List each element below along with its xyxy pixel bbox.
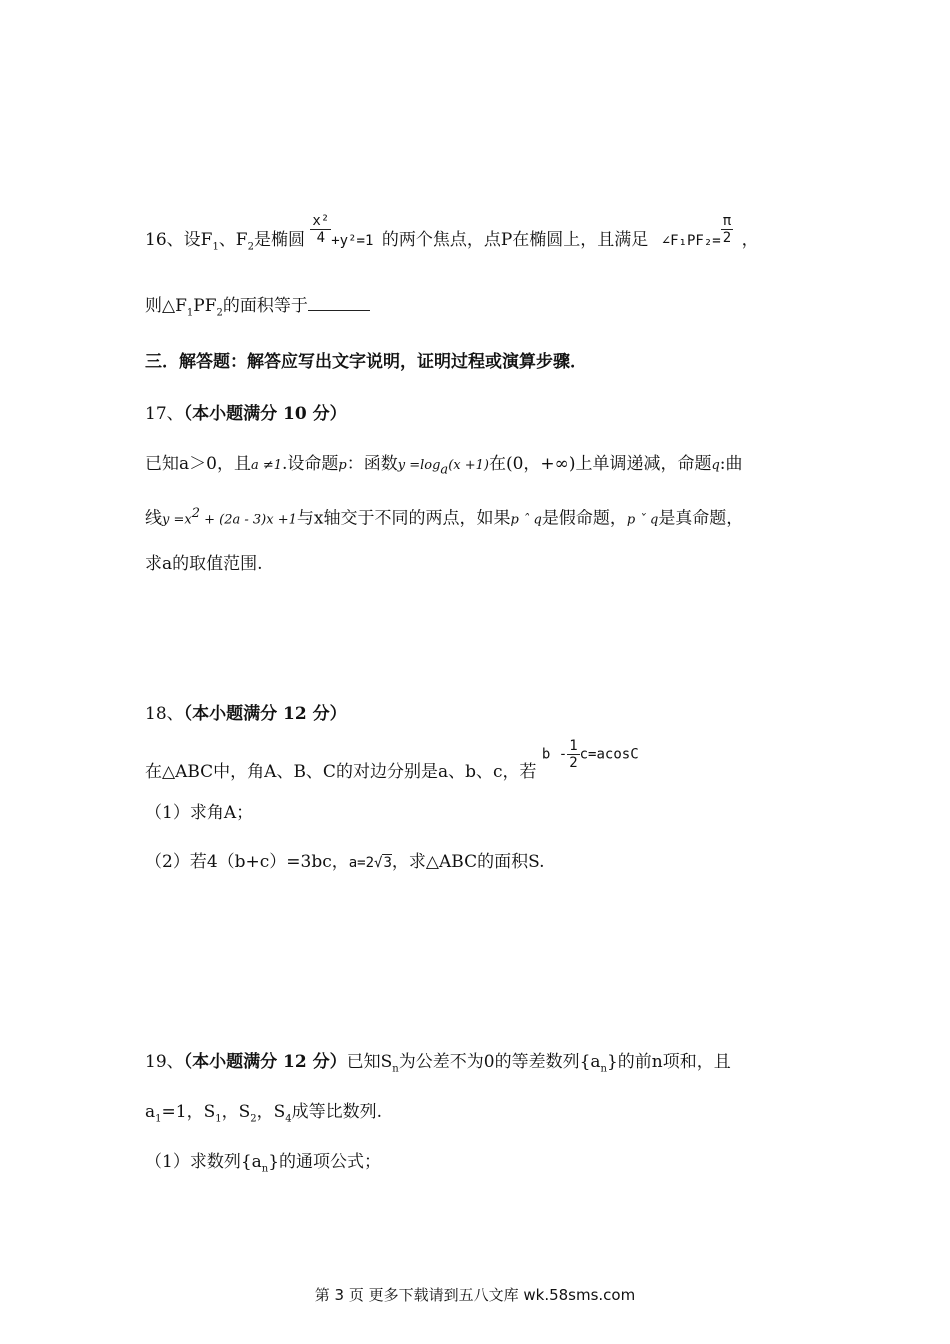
q17-heading xyxy=(145,402,347,426)
q19-text: （1）求数列{a xyxy=(145,1152,262,1172)
angle-lhs: ∠F₁PF₂= xyxy=(661,233,721,249)
q18-a-eq-lhs: a=2 xyxy=(348,855,375,871)
q18-num: 18、 xyxy=(145,704,184,724)
q17-line3 xyxy=(145,552,263,576)
q17-line2 xyxy=(145,502,743,533)
q19-sub: 2 xyxy=(250,1113,257,1125)
q16-sub: 1 xyxy=(212,241,219,253)
q17-text: 线 xyxy=(145,508,162,529)
q17-text: .设命题 xyxy=(282,454,339,474)
q16-sub: 1 xyxy=(186,307,194,319)
q17-text: 是真命题， xyxy=(658,508,744,529)
ellipse-denominator: 4 xyxy=(316,229,326,246)
q16-line2 xyxy=(145,294,370,325)
q16-text: PF xyxy=(193,296,217,316)
angle-numerator: π xyxy=(722,212,732,229)
q19-text: 成等比数列. xyxy=(291,1102,383,1122)
answer-blank xyxy=(308,294,370,311)
q17-score: （本小题满分 10 分） xyxy=(183,404,347,424)
q19-text: }的前n项和，且 xyxy=(606,1052,731,1072)
q16-text: ， xyxy=(741,230,759,250)
q17-math-sup: 2 xyxy=(191,506,200,521)
q17-text: 求a的取值范围. xyxy=(145,554,263,574)
ellipse-numerator: x² xyxy=(312,212,330,229)
q18-a-equation xyxy=(349,854,392,871)
q16-text: 的面积等于 xyxy=(222,296,308,316)
q18-a-eq-radicand: 3 xyxy=(383,855,392,871)
q18-part1 xyxy=(145,801,253,825)
q19-text: =1，S xyxy=(161,1102,216,1122)
q19-sub: 1 xyxy=(155,1113,162,1125)
q17-text: ：函数 xyxy=(346,454,398,474)
sqrt-symbol: √ xyxy=(374,855,383,871)
q19-text: a xyxy=(145,1102,156,1122)
q17-text: 是假命题， xyxy=(541,508,627,529)
q18-line1 xyxy=(145,738,639,784)
q19-text: ，S xyxy=(221,1102,251,1122)
q19-sub: n xyxy=(600,1063,607,1075)
q19-line2 xyxy=(145,1100,382,1131)
q18-text: ，求△ABC的面积S. xyxy=(391,852,545,872)
q17-math: a ≠1 xyxy=(250,458,282,473)
q17-math-sub: a xyxy=(440,462,449,478)
q19-text: }的通项公式； xyxy=(268,1152,382,1172)
q19-num: 19、 xyxy=(145,1052,184,1072)
q16-text: 是椭圆 xyxy=(253,230,305,250)
q19-line1 xyxy=(145,1050,731,1081)
q18-eq-b: b - xyxy=(541,746,568,763)
ellipse-rest: +y²=1 xyxy=(331,233,374,249)
q17-math: y =x xyxy=(162,512,192,528)
q19-text: 为公差不为0的等差数列{a xyxy=(398,1052,601,1072)
q17-math: y =log xyxy=(397,458,441,473)
q17-math: p xyxy=(338,458,347,473)
q19-text: ，S xyxy=(256,1102,286,1122)
q18-eq-rest: c=acosC xyxy=(579,746,639,763)
q19-sub: n xyxy=(261,1163,269,1175)
q17-line1 xyxy=(145,452,743,482)
q17-math: p ˇ q xyxy=(626,512,659,528)
q16-sub: 2 xyxy=(247,241,254,253)
q17-text: 与x轴交于不同的两点，如果 xyxy=(296,508,511,529)
q17-text: 已知a＞0，且 xyxy=(145,454,251,474)
q19-sub: 1 xyxy=(215,1113,222,1125)
q19-sub: 4 xyxy=(285,1113,292,1125)
q16-sub: 2 xyxy=(216,307,223,319)
q19-sub: n xyxy=(392,1063,399,1075)
q18-eq-denominator: 2 xyxy=(569,755,578,771)
q19-score: （本小题满分 12 分） xyxy=(183,1052,347,1072)
angle-denominator: 2 xyxy=(722,229,732,246)
q18-equation xyxy=(542,738,639,771)
q17-text: 在(0，+∞)上单调递减，命题 xyxy=(488,454,712,474)
q18-text: （2）若4（b+c）=3bc， xyxy=(145,852,349,872)
q18-eq-numerator: 1 xyxy=(569,738,578,754)
q16-text: 则△F xyxy=(145,296,187,316)
q18-part2 xyxy=(145,850,545,875)
q16-text: 16、设F xyxy=(145,230,213,250)
angle-equation xyxy=(661,212,742,249)
q17-math: (x +1) xyxy=(448,458,489,473)
q17-num: 17、 xyxy=(145,404,184,424)
q18-text: 在△ABC中，角A、B、C的对边分别是a、b、c，若 xyxy=(145,762,537,782)
q16-text: 、F xyxy=(218,230,248,250)
section3-text: 三．解答题：解答应写出文字说明，证明过程或演算步骤． xyxy=(145,352,587,372)
q17-text: :曲 xyxy=(719,454,743,474)
q18-score: （本小题满分 12 分） xyxy=(183,704,347,724)
q16-line1 xyxy=(145,212,759,259)
q18-text: （1）求角A； xyxy=(145,803,254,823)
page-footer: 第 3 页 更多下载请到五八文库 wk.58sms.com xyxy=(314,1286,636,1304)
q17-math: p ˆ q xyxy=(510,512,542,528)
q19-text: 已知S xyxy=(346,1052,393,1072)
q18-heading xyxy=(145,702,347,726)
ellipse-equation xyxy=(310,212,381,249)
q17-math: q xyxy=(711,458,720,473)
section3-heading xyxy=(145,350,587,374)
q17-math: + (2a - 3)x +1 xyxy=(199,512,297,528)
q19-part1 xyxy=(145,1150,381,1181)
q16-text: 的两个焦点，点P在椭圆上，且满足 xyxy=(381,230,649,250)
